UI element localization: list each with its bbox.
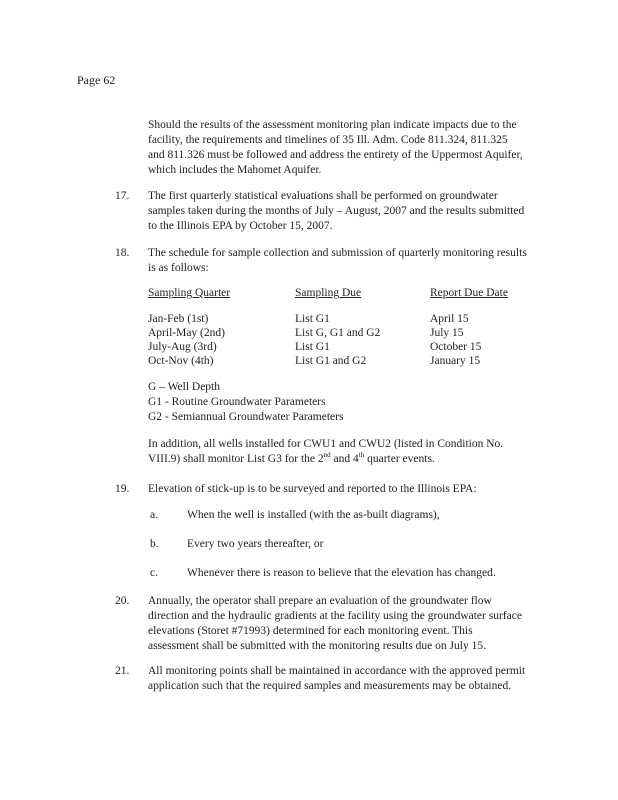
subitem-a-letter: a. (150, 509, 158, 521)
item-17-paragraph (148, 189, 568, 234)
item-19-number: 19. (115, 483, 130, 495)
table-cell: List G, G1 and G2 (295, 327, 381, 339)
legend-item: G2 - Semiannual Groundwater Parameters (148, 411, 344, 423)
text-line: The first quarterly statistical evaluations shall be performed on groundwater (148, 190, 498, 202)
item-19-text: Elevation of stick-up is to be surveyed and reported to the Illinois EPA: (148, 483, 477, 495)
item-21-paragraph (148, 664, 568, 694)
superscript: th (358, 451, 365, 460)
item-20-number: 20. (115, 595, 130, 607)
header-sampling-quarter: Sampling Quarter (148, 287, 231, 299)
text-line: All monitoring points shall be maintained in accordance with the approved permit (148, 665, 526, 677)
subitem-a-text: When the well is installed (with the as-built diagrams), (187, 509, 440, 521)
text-fragment: and 4 (330, 453, 359, 465)
subitem-c-text: Whenever there is reason to believe that the elevation has changed. (187, 567, 496, 579)
text-line: elevations (Storet #71993) determined for each monitoring event. This (148, 625, 473, 637)
text-line: direction and the hydraulic gradients at the facility using the groundwater surface (148, 610, 522, 622)
table-cell: April-May (2nd) (148, 327, 225, 339)
text-line: Annually, the operator shall prepare an evaluation of the groundwater flow (148, 595, 492, 607)
item-18-paragraph (148, 246, 568, 276)
table-cell: April 15 (430, 313, 469, 325)
text-line: samples taken during the months of July – August, 2007 and the results submitted (148, 205, 525, 217)
item-17-number: 17. (115, 190, 130, 202)
table-cell: July 15 (430, 327, 464, 339)
header-report-due-date: Report Due Date (430, 287, 508, 299)
table-cell: July-Aug (3rd) (148, 341, 217, 353)
text-line: which includes the Mahomet Aquifer. (148, 164, 322, 176)
text-line: assessment shall be submitted with the monitoring results due on July 15. (148, 640, 486, 652)
superscript: nd (323, 451, 331, 460)
table-cell: List G1 (295, 341, 330, 353)
text-line: In addition, all wells installed for CWU1 and CWU2 (listed in Condition No. (148, 438, 504, 450)
subitem-b-text: Every two years thereafter, or (187, 538, 324, 550)
item-21-number: 21. (115, 665, 130, 677)
text-line: to the Illinois EPA by October 15, 2007. (148, 220, 333, 232)
legend-item: G – Well Depth (148, 381, 221, 393)
text-fragment: quarter events. (364, 453, 435, 465)
table-cell: October 15 (430, 341, 482, 353)
subitem-c-letter: c. (150, 567, 158, 579)
page-number: Page 62 (77, 73, 116, 87)
subitem-b-letter: b. (150, 538, 159, 550)
text-line: Should the results of the assessment monitoring plan indicate impacts due to the (148, 119, 517, 131)
text-line (148, 452, 568, 467)
text-line: is as follows: (148, 262, 209, 274)
legend-item: G1 - Routine Groundwater Parameters (148, 396, 326, 408)
text-line: facility, the requirements and timelines of 35 Ill. Adm. Code 811.324, 811.325 (148, 134, 508, 146)
text-line: application such that the required samples and measurements may be obtained. (148, 680, 512, 692)
table-cell: January 15 (430, 355, 481, 367)
item-18-number: 18. (115, 247, 130, 259)
table-cell: Jan-Feb (1st) (148, 313, 209, 325)
text-line: The schedule for sample collection and submission of quarterly monitoring results (148, 247, 527, 259)
text-line: and 811.326 must be followed and address the entirety of the Uppermost Aquifer, (148, 149, 523, 161)
table-cell: Oct-Nov (4th) (148, 355, 214, 367)
parameter-legend (148, 380, 568, 425)
intro-paragraph (148, 118, 568, 178)
text-fragment: VIII.9) shall monitor List G3 for the 2 (148, 453, 324, 465)
header-sampling-due: Sampling Due (295, 287, 362, 299)
addition-paragraph (148, 437, 568, 467)
item-20-paragraph (148, 594, 568, 654)
table-cell: List G1 (295, 313, 330, 325)
table-cell: List G1 and G2 (295, 355, 367, 367)
